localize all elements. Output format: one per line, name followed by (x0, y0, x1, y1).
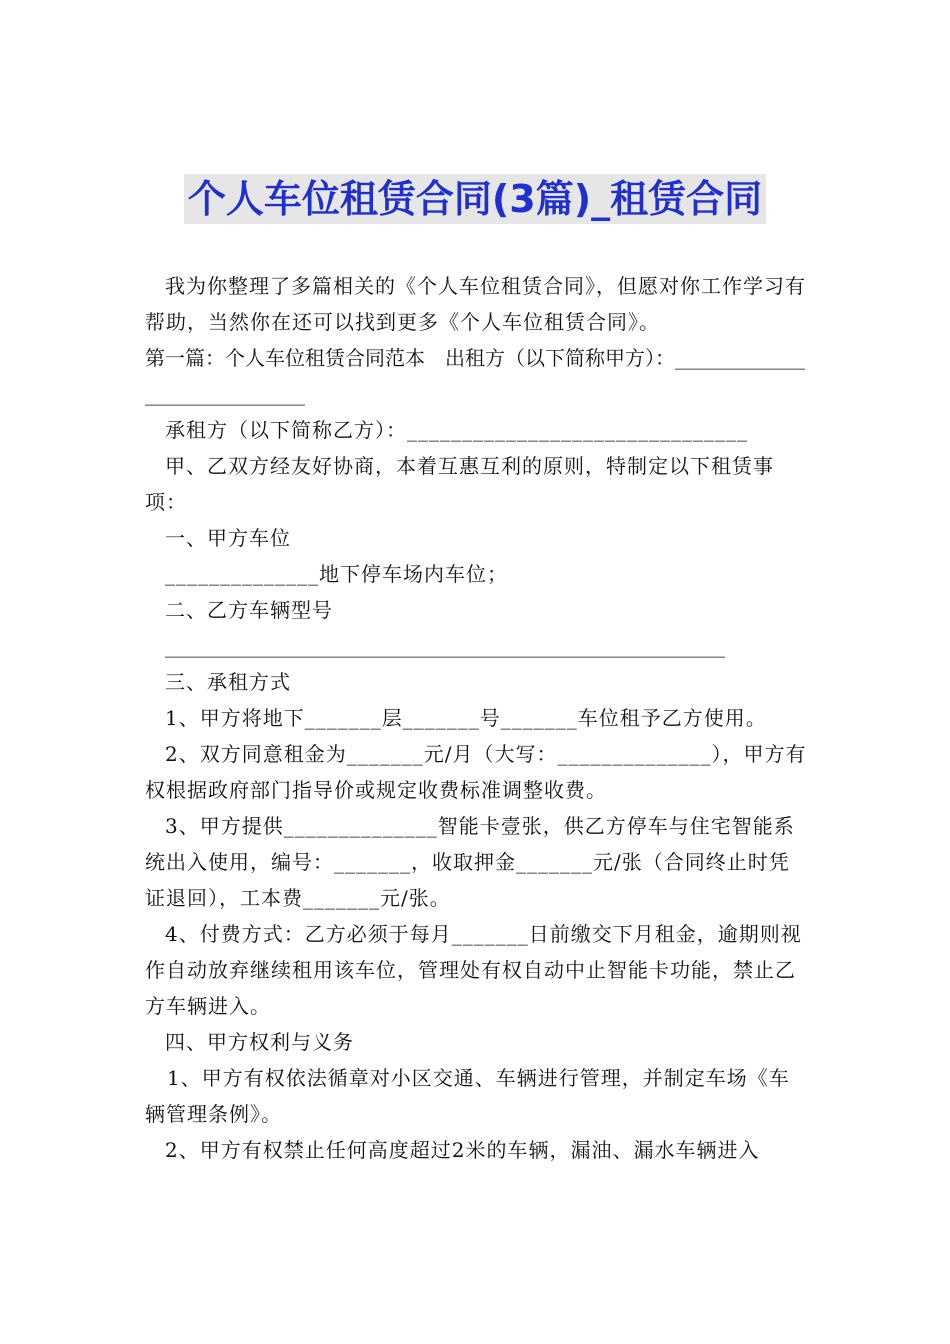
clause-3-4: 4、付费方式：乙方必须于每月_______日前缴交下月租金，逾期则视作自动放弃继续租用该车位，管理处有权自动中止智能卡功能，禁止乙方车辆进入。 (145, 922, 802, 1018)
paragraph-vehicle-model-blank: ________________________________________________________ (165, 634, 725, 658)
paragraph-preamble: 甲、乙双方经友好协商，本着互惠互利的原则，特制定以下租赁事项： (145, 454, 774, 514)
clause-3-1: 1、甲方将地下_______层_______号_______车位租予乙方使用。 (165, 706, 767, 730)
paragraph-intro: 我为你整理了多篇相关的《个人车位租赁合同》，但愿对你工作学习有帮助，当然你在还可以找到更多《个人车位租赁合同》。 (145, 274, 806, 334)
document-body (145, 268, 810, 1168)
heading-section-2: 二、乙方车辆型号 (165, 598, 333, 622)
document-title: 个人车位租赁合同(3篇)_租赁合同 (184, 174, 766, 224)
heading-section-3: 三、承租方式 (165, 670, 291, 694)
clause-3-3: 3、甲方提供______________智能卡壹张，供乙方停车与住宅智能系统出入使用，编号：_______，收取押金_______元/张（合同终止时凭证退回），工本费_______元/张。 (145, 814, 795, 910)
paragraph-parking-space: ______________地下停车场内车位； (165, 562, 508, 586)
clause-3-2: 2、双方同意租金为_______元/月（大写：______________），甲方有权根据政府部门指导价或规定收费标准调整收费。 (145, 742, 807, 802)
heading-section-4: 四、甲方权利与义务 (165, 1030, 354, 1054)
clause-4-1: 1、甲方有权依法循章对小区交通、车辆进行管理，并制定车场《车辆管理条例》。 (145, 1066, 790, 1126)
clause-4-2: 2、甲方有权禁止任何高度超过2米的车辆，漏油、漏水车辆进入 (165, 1138, 760, 1162)
title-block (0, 174, 950, 224)
paragraph-lessee: 承租方（以下简称乙方）：_______________________________ (165, 418, 748, 442)
paragraph-lessor: 第一篇：个人车位租赁合同范本 出租方（以下简称甲方）：_____________________________ (145, 346, 805, 406)
heading-section-1: 一、甲方车位 (165, 526, 291, 550)
